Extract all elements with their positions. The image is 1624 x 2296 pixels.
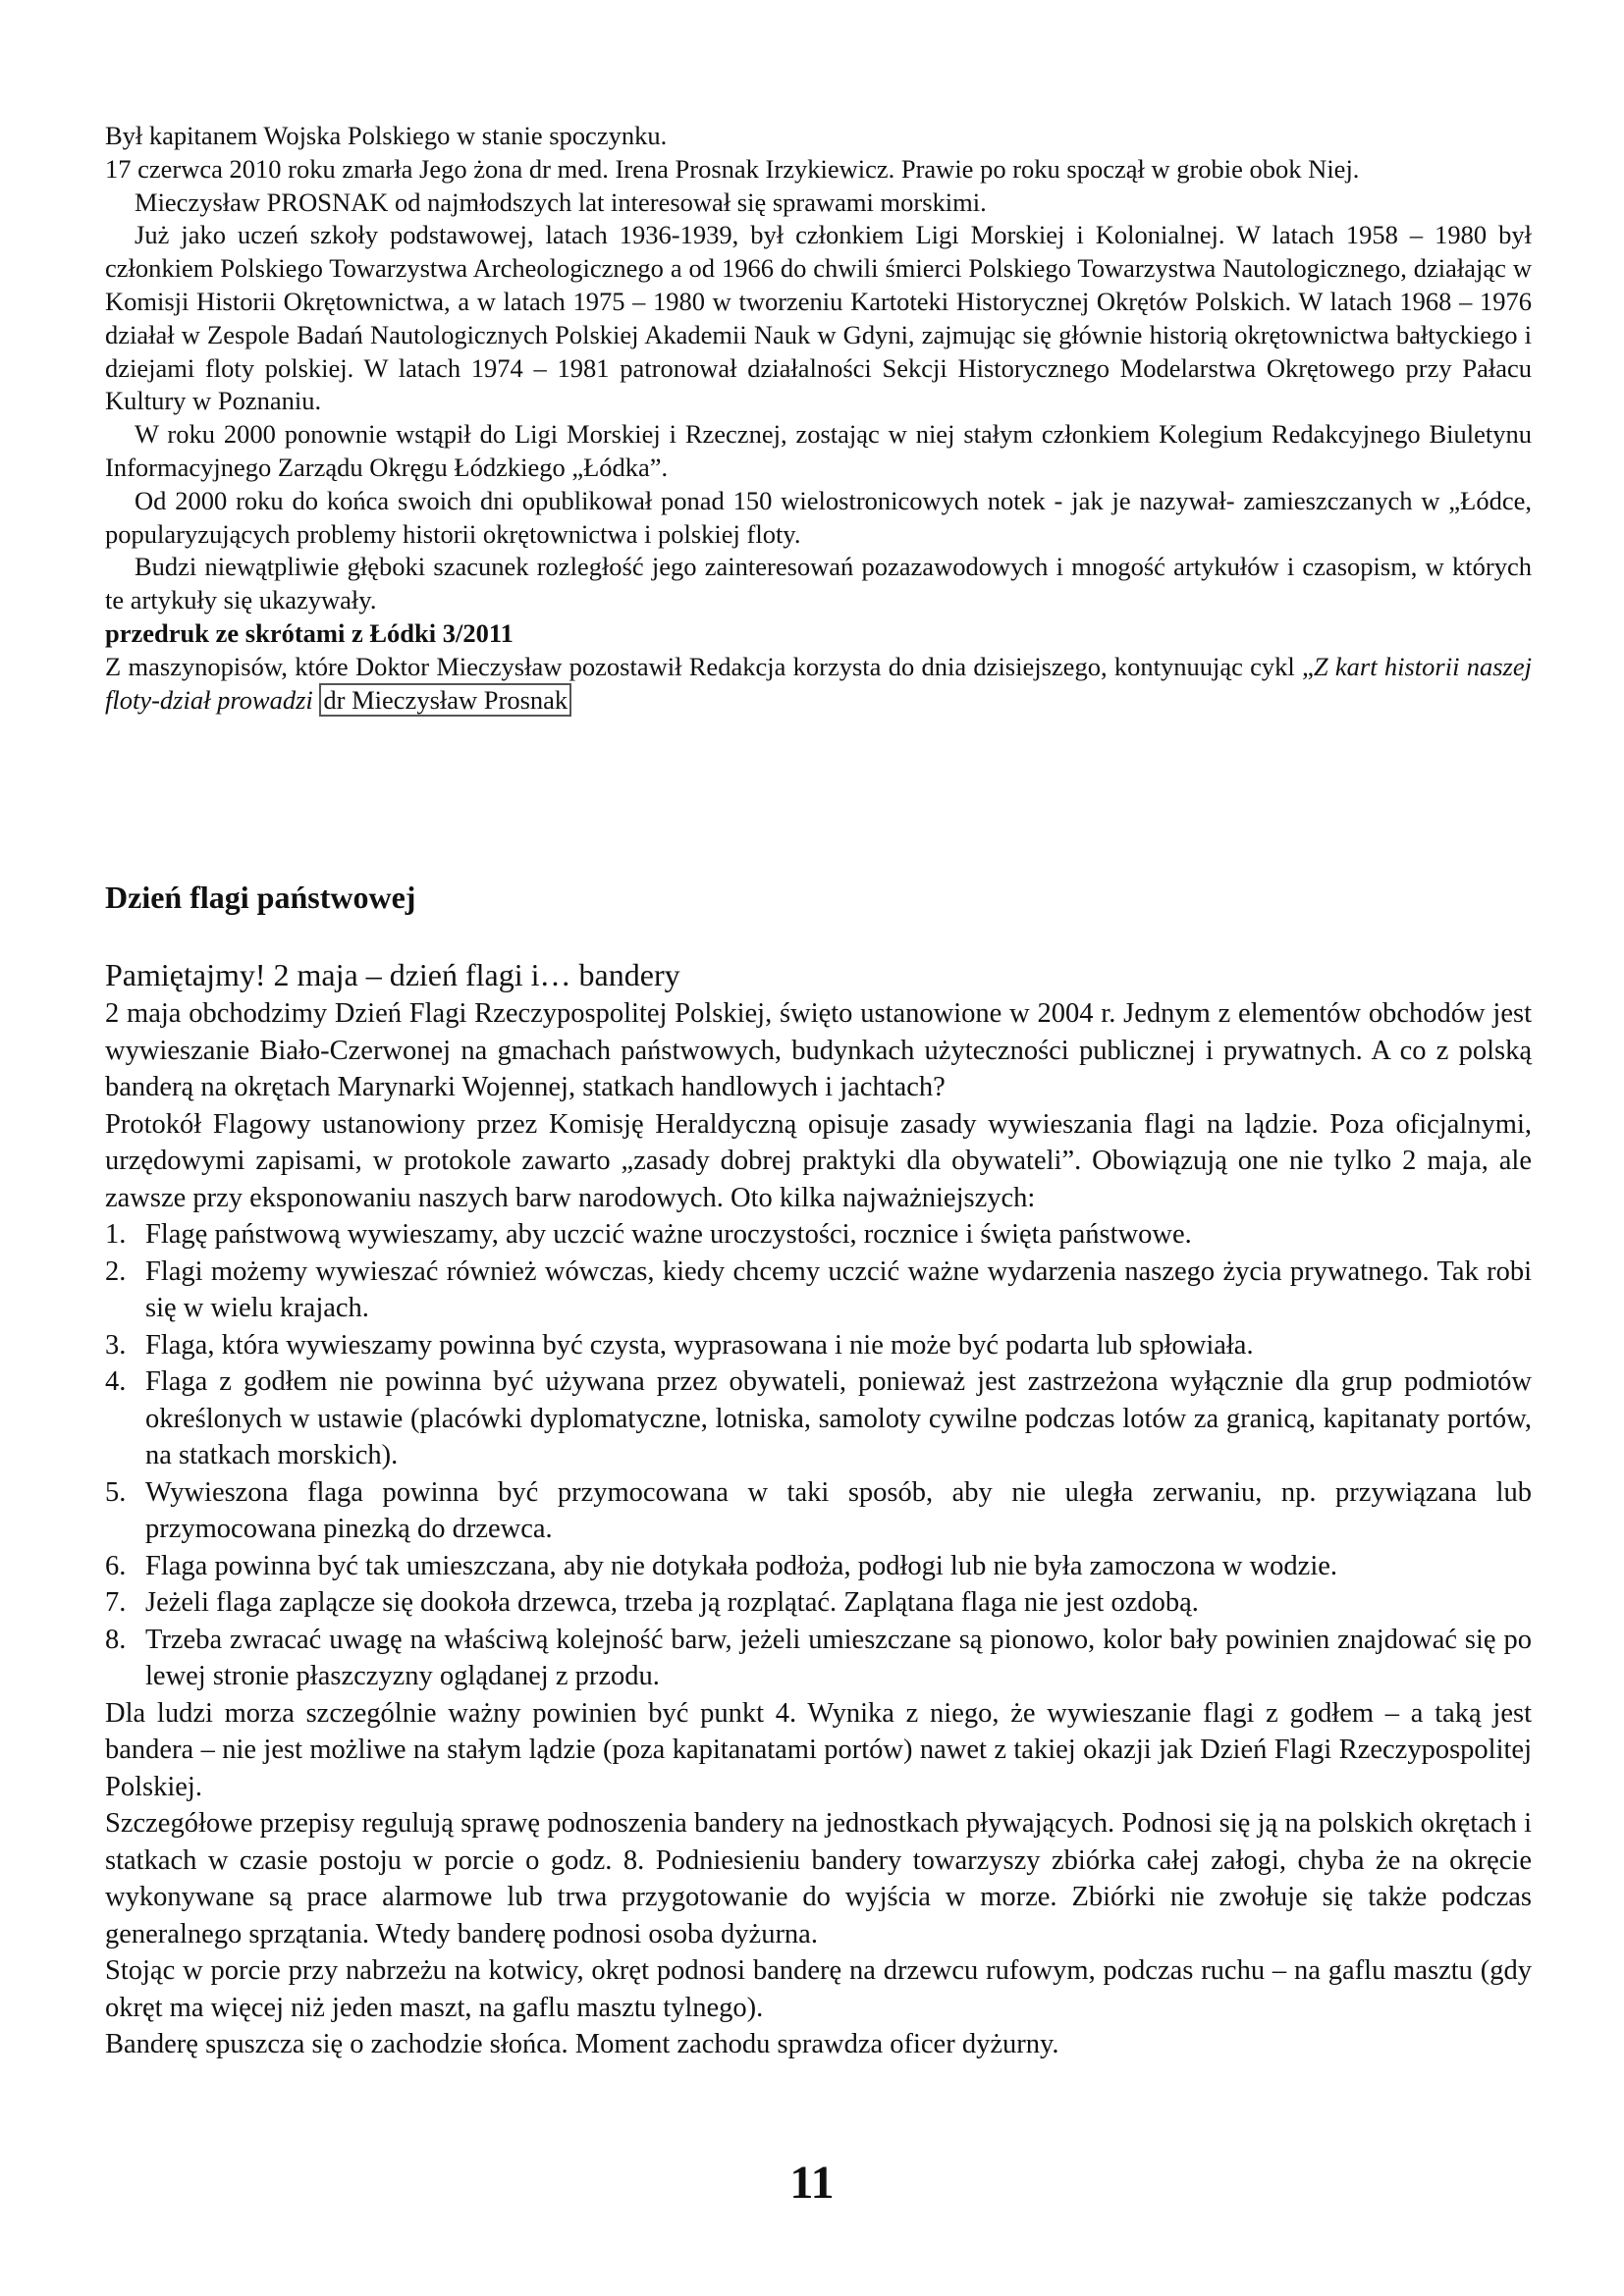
bio-paragraph: Od 2000 roku do końca swoich dni opublikował ponad 150 wielostronicowych notek - jak je nazywał- zamieszczanych w „Łódce, popularyzujących problemy historii okrętownictwa i polskiej floty. [105,485,1532,549]
rule-item [105,1363,1532,1474]
article-paragraph: Dla ludzi morza szczególnie ważny powinien być punkt 4. Wynika z niego, że wywieszanie flagi z godłem – a taką jest bandera – nie jest możliwe na stałym lądzie (poza kapitanatami portów) nawet z takiej okazji jak Dzień Flagi Rzeczypospolitej Polskiej. [105,1697,1532,1802]
rule-item [105,1216,1532,1254]
continuation-note [105,651,1532,718]
biography-section [105,120,1532,717]
article-paragraph: Szczegółowe przepisy regulują sprawę podnoszenia bandery na jednostkach pływających. Podnosi się ją na polskich okrętach i statkach w czasie postoju w porcie o godz. 8. Podniesieniu bandery towarzyszy zbiórka całej załogi, chyba że na okręcie wykonywane są prace alarmowe lub trwa przygotowanie do wyjścia w morze. Zbiórki nie zwołuje się także podczas generalnego sprzątania. Wtedy banderę podnosi osoba dyżurna. [105,1808,1532,1949]
rule-number: 2. [105,1255,127,1287]
rule-item [105,1622,1532,1695]
article-paragraph: 2 maja obchodzimy Dzień Flagi Rzeczypospolitej Polskiej, święto ustanowione w 2004 r. Jednym z elementów obchodów jest wywieszanie Biało-Czerwonej na gmachach państwowych, budynkach użyteczności publicznej i prywatnych. A co z polską banderą na okrętach Marynarki Wojennej, statkach handlowych i jachtach? [105,998,1532,1102]
rule-item [105,1254,1532,1327]
article-title: Dzień flagi państwowej [105,880,416,915]
rule-text: Flaga z godłem nie powinna być używana przez obywateli, ponieważ jest zastrzeżona wyłącznie dla grup podmiotów określonych w ustawie (placówki dyplomatyczne, lotniska, samoloty cywilne podczas lotów za granicą, kapitanaty portów, na statkach morskich). [145,1366,1532,1470]
continuation-text: Z maszynopisów, które Doktor Mieczysław pozostawił Redakcja korzysta do dnia dzisiejszego, kontynuując cykl „ [105,651,1314,681]
rule-number: 8. [105,1624,127,1655]
rule-item [105,1548,1532,1585]
article-body [105,954,1532,2063]
article-subtitle: Pamiętajmy! 2 maja – dzień flagi i… bandery [105,957,680,992]
rule-item [105,1584,1532,1622]
article-paragraph: Banderę spuszcza się o zachodzie słońca. Moment zachodu sprawdza oficer dyżurny. [105,2029,1059,2059]
rule-text: Flagę państwową wywieszamy, aby uczcić ważne uroczystości, rocznice i święta państwowe. [145,1219,1192,1250]
article-paragraph: Stojąc w porcie przy nabrzeżu na kotwicy, okręt podnosi banderę na drzewcu rufowym, podczas ruchu – na gaflu masztu (gdy okręt ma więcej niż jeden maszt, na gaflu masztu tylnego). [105,1955,1532,2023]
page-number: 11 [789,2157,835,2209]
rule-item [105,1327,1532,1364]
rule-text: Wywieszona flaga powinna być przymocowana w taki sposób, aby nie uległa zerwaniu, np. przywiązana lub przymocowana pinezką do drzewca. [145,1476,1532,1544]
rule-number: 6. [105,1550,127,1581]
bio-paragraph: W roku 2000 ponownie wstąpił do Ligi Morskiej i Rzecznej, zostając w niej stałym członkiem Kolegium Redakcyjnego Biuletynu Informacyjnego Zarządu Okręgu Łódzkiego „Łódka”. [105,419,1532,482]
rule-text: Flaga powinna być tak umieszczana, aby nie dotykała podłoża, podłogi lub nie była zamoczona w wodzie. [145,1550,1338,1581]
article-paragraph: Protokół Flagowy ustanowiony przez Komisję Heraldyczną opisuje zasady wywieszania flagi na lądzie. Poza oficjalnymi, urzędowymi zapisami, w protokole zawarto „zasady dobrej praktyki dla obywateli”. Obowiązują one nie tylko 2 maja, ale zawsze przy eksponowaniu naszych barw narodowych. Oto kilka najważniejszych: [105,1108,1532,1213]
rules-list [105,1216,1532,1695]
rule-number: 1. [105,1219,127,1250]
rule-text: Trzeba zwracać uwagę na właściwą kolejność barw, jeżeli umieszczane są pionowo, kolor bały powinien znajdować się po lewej stronie płaszczyzny oglądanej z przodu. [145,1624,1532,1691]
rule-item [105,1474,1532,1548]
bio-paragraph: Już jako uczeń szkoły podstawowej, latach 1936-1939, był członkiem Ligi Morskiej i Kolonialnej. W latach 1958 – 1980 był członkiem Polskiego Towarzystwa Archeologicznego a od 1966 do chwili śmierci Polskiego Towarzystwa Nautologicznego, działając w Komisji Historii Okrętownictwa, a w latach 1975 – 1980 w tworzeniu Kartoteki Historycznej Okrętów Polskich. W latach 1968 – 1976 działał w Zespole Badań Nautologicznych Polskiej Akademii Nauk w Gdyni, zajmując się głównie historią okrętownictwa bałtyckiego i dziejami floty polskiej. W latach 1974 – 1981 patronował działalności Sekcji Historycznego Modelarstwa Okrętowego przy Pałacu Kultury w Poznaniu. [105,220,1532,416]
rule-number: 5. [105,1476,127,1508]
series-title: Z kart historii naszej floty-dział prowadzi [105,651,1532,715]
author-box: dr Mieczysław Prosnak [319,683,571,717]
rule-number: 7. [105,1587,127,1618]
bio-paragraph: Budzi niewątpliwie głęboki szacunek rozległość jego zainteresowań pozazawodowych i mnogość artykułów i czasopism, w których te artykuły się ukazywały. [105,552,1532,615]
reprint-credit: przedruk ze skrótami z Łódki 3/2011 [105,617,514,648]
rule-number: 3. [105,1329,127,1361]
bio-paragraph: Mieczysław PROSNAK od najmłodszych lat interesował się sprawami morskimi. [135,187,987,217]
bio-line: Był kapitanem Wojska Polskiego w stanie spoczynku. [105,121,668,150]
rule-number: 4. [105,1366,127,1397]
rule-text: Jeżeli flaga zaplącze się dookoła drzewca, trzeba ją rozplątać. Zaplątana flaga nie jest ozdobą. [145,1587,1199,1618]
bio-line: 17 czerwca 2010 roku zmarła Jego żona dr med. Irena Prosnak Irzykiewicz. Prawie po roku spoczął w grobie obok Niej. [105,153,1360,184]
rule-text: Flagi możemy wywieszać również wówczas, kiedy chcemy uczcić ważne wydarzenia naszego życia prywatnego. Tak robi się w wielu krajach. [145,1255,1532,1323]
rule-text: Flaga, która wywieszamy powinna być czysta, wyprasowana i nie może być podarta lub spłowiała. [145,1329,1254,1361]
